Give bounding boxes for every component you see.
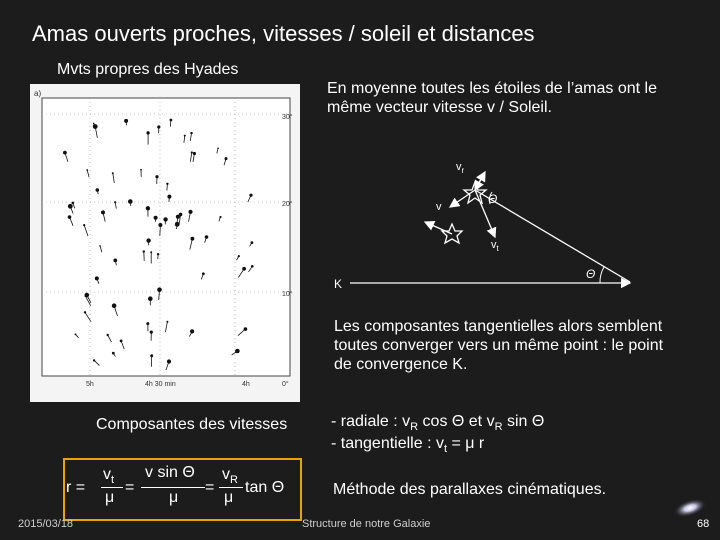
theta-label-lower: Θ — [586, 267, 596, 281]
line-to-k-upper — [475, 190, 630, 282]
formula-tan: tan Θ — [245, 479, 285, 496]
star-dot — [251, 265, 254, 268]
star-dot — [128, 199, 133, 204]
figure-panel-label: a) — [34, 89, 42, 98]
vt-label: $v_t$ — [491, 239, 499, 253]
star-dot — [150, 331, 153, 334]
star-dot — [95, 276, 99, 280]
star-dot — [193, 152, 196, 155]
star-dot — [167, 359, 171, 363]
velocity-vector-diagram — [320, 142, 660, 302]
hyades-proper-motion-figure — [30, 84, 300, 402]
star-dot — [157, 125, 160, 128]
star-dot — [190, 132, 192, 134]
paragraph-convergence-point: Les composantes tangentielles alors semblent toutes converger vers un même point : le point de convergence K. — [334, 318, 664, 373]
star-dot — [175, 222, 180, 227]
v-label: v — [436, 201, 442, 213]
star-dot — [112, 303, 117, 308]
tick-label-4h: 4h — [242, 381, 250, 388]
star-dot — [242, 267, 246, 271]
star-dot — [124, 119, 128, 123]
theta-label-upper: Θ — [488, 192, 498, 206]
star-dot — [112, 172, 114, 174]
star-dot — [219, 216, 221, 218]
star-dot — [85, 293, 90, 298]
fraction-bar-2 — [141, 487, 205, 488]
tick-label-4h30: 4h 30 min — [145, 381, 176, 388]
star-dot — [166, 183, 168, 185]
star-dot — [154, 216, 158, 220]
paragraph-same-velocity: En moyenne toutes les étoiles de l’amas ont le même vecteur vitesse v / Soleil. — [327, 80, 657, 116]
formula-equals-2: = — [205, 479, 215, 496]
galaxy-icon — [672, 496, 708, 520]
star-dot — [72, 202, 75, 205]
star-dot — [163, 217, 167, 221]
star-dot — [146, 206, 150, 210]
formula-equals-1: = — [125, 479, 135, 496]
k-label: K — [334, 277, 343, 291]
star-dot — [251, 241, 254, 244]
star-dot — [120, 340, 123, 343]
star-dot — [225, 157, 228, 160]
star-dot — [83, 224, 85, 226]
vr-label: $v_r$ — [456, 161, 465, 175]
star-dot — [157, 287, 162, 292]
star-dot — [146, 131, 149, 134]
tick-label-5h: 5h — [86, 381, 94, 388]
star-dot — [146, 238, 150, 242]
formula-mu-3: μ — [224, 489, 234, 506]
formula-mu-2: μ — [169, 489, 179, 506]
star-dot — [93, 124, 98, 129]
star-dot — [68, 215, 72, 219]
slide-title: Amas ouverts proches, vitesses / soleil et distances — [32, 21, 535, 46]
star-dot — [140, 169, 142, 171]
star-dot — [84, 311, 86, 313]
footer-page-number: 68 — [697, 518, 710, 530]
tangential-component: - tangentielle : $v_t = \mu$ r — [331, 435, 485, 456]
star-dot — [68, 204, 73, 209]
tick-label-20: 20° — [282, 201, 293, 208]
tick-label-0: 0° — [282, 381, 289, 388]
star-dot — [244, 327, 248, 331]
fraction-bar-3 — [219, 487, 243, 488]
star-dot — [93, 359, 95, 361]
star-dot — [188, 210, 192, 214]
star-dot — [179, 213, 183, 217]
star-dot — [249, 194, 252, 197]
star-dot — [143, 250, 145, 252]
star-dot — [217, 147, 219, 149]
star-dot — [93, 123, 95, 125]
star-dot — [112, 352, 115, 355]
star-dot — [158, 223, 162, 227]
v-arrow — [450, 190, 475, 207]
formula-mu-1: μ — [105, 489, 115, 506]
formula-vr-numerator: $v_R$ — [222, 466, 238, 487]
star-dot — [202, 272, 205, 275]
formula-vsin-numerator: v sin Θ — [145, 464, 195, 481]
star-dot — [235, 349, 240, 354]
components-label: Composantes des vitesses — [96, 416, 288, 433]
star-dot — [170, 119, 173, 122]
star-dot — [150, 251, 152, 253]
star-dot — [113, 259, 117, 263]
formula-r-equals: r = — [66, 479, 86, 496]
footer-date: 2015/03/18 — [18, 518, 74, 530]
star-dot — [146, 322, 149, 325]
star-dot — [148, 296, 153, 301]
star-dot — [75, 333, 77, 335]
star-dot — [150, 354, 153, 357]
tick-label-10: 10° — [282, 291, 293, 298]
star-dot — [191, 237, 195, 241]
star-dot — [101, 210, 105, 214]
star-dot — [96, 188, 100, 192]
star-dot — [205, 235, 209, 239]
radial-component: - radiale : $v_R$ cos Θ et $v_R$ sin Θ — [331, 413, 545, 434]
hyades-plot — [30, 84, 300, 402]
star-dot — [99, 245, 101, 247]
footer-course: Structure de notre Galaxie — [302, 518, 431, 530]
star-dot — [107, 334, 109, 336]
method-label: Méthode des parallaxes cinématiques. — [333, 481, 607, 498]
star-dot — [190, 329, 194, 333]
star-upper-icon — [464, 182, 486, 203]
v-arrow-lower — [425, 222, 452, 234]
star-dot — [166, 321, 168, 323]
star-dot — [167, 195, 171, 199]
star-dot — [86, 169, 88, 171]
formula-vt-numerator: $v_t$ — [103, 466, 115, 487]
star-dot — [191, 151, 193, 153]
figure-label: Mvts propres des Hyades — [57, 61, 239, 78]
star-dot — [63, 151, 67, 155]
star-dot — [114, 201, 116, 203]
tick-label-30: 30° — [282, 114, 293, 121]
star-dot — [238, 255, 240, 257]
star-dot — [155, 175, 158, 178]
fraction-bar-1 — [101, 487, 123, 488]
distance-formula-box — [63, 458, 302, 521]
star-dot — [157, 253, 159, 255]
star-dot — [184, 135, 186, 137]
